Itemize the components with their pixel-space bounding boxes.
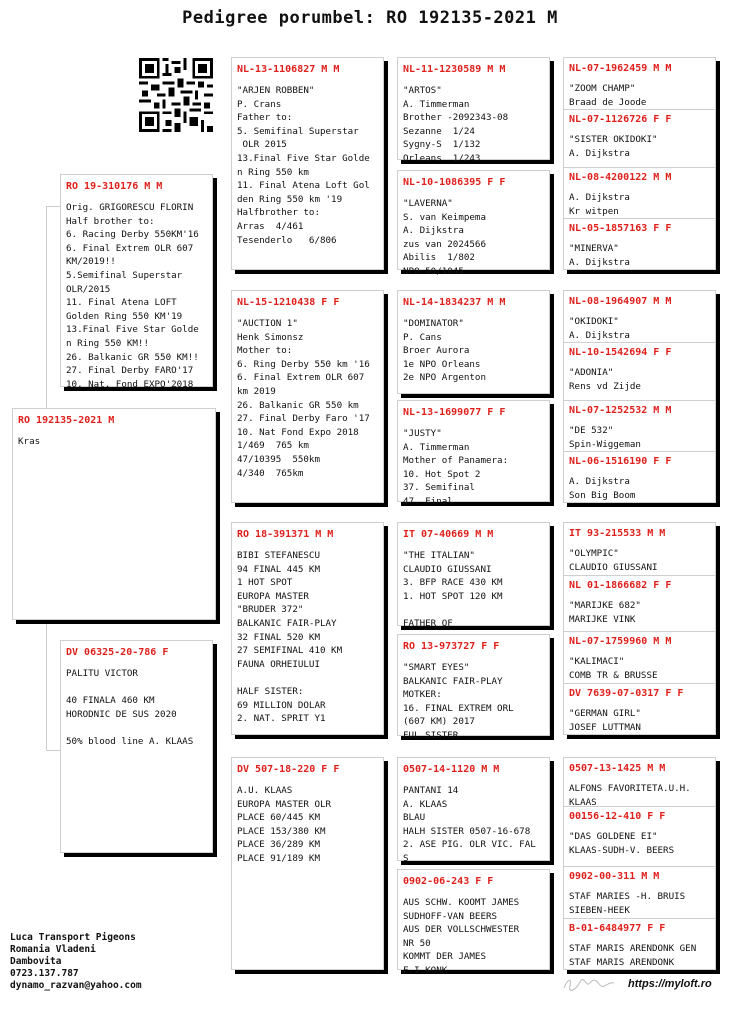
gen4-ring: 00156-12-410 F F [569,811,666,822]
gen3-details: "ARTOS" A. Timmerman Brother -2092343-08 Sezanne 1/24 Sygny-S 1/132 Orleans 1/243 [403,85,509,164]
gen4-pair-card [563,757,716,970]
connector-line [46,206,60,207]
gen3-details: "DOMINATOR" P. Cans Broer Aurora 1e NPO Orleans 2e NPO Argenton [403,318,486,384]
gen3-details: AUS SCHW. KOOMT JAMES SUDHOFF-VAN BEERS AUS DER VOLLSCHWESTER NR 50 KOMMT DER JAMES F.I.KONK [403,897,520,976]
grandsire-ring: NL-13-1106827 M M [237,64,340,75]
gen3-details: "JUSTY" A. Timmerman Mother of Panamera: 10. Hot Spot 2 37. Semifinal 47. Final [403,428,509,507]
gen3-ring: NL-11-1230589 M M [403,64,506,75]
gen4-details: "GERMAN GIRL" JOSEF LUTTMAN [569,708,641,733]
great-grandparent-card [397,57,550,164]
gen4-pair-card [563,290,716,503]
divider [564,631,715,632]
gen4-details: "OKIDOKI" A. Dijkstra [569,316,630,341]
great-grandparent-card [397,522,550,629]
gen3-details: "LAVERNA" S. van Keimpema A. Dijkstra zus van 2024566 Abilis 1/802 NPO 50/1045 [403,198,486,277]
gen3-ring: NL-13-1699077 F F [403,407,506,418]
dam-details: PALITU VICTOR 40 FINALA 460 KM HORODNIC DE SUS 2020 50% blood line A. KLAAS [66,668,194,747]
owner-contact-block [10,932,142,992]
gen4-details: "DAS GOLDENE EI" KLAAS-SUDH-V. BEERS [569,831,675,856]
gen4-details: "SISTER OKIDOKI" A. Dijkstra [569,134,658,159]
gen4-ring: 0902-00-311 M M [569,871,660,882]
subject-ring: RO 192135-2021 M [18,415,115,426]
great-grandparent-card [397,757,550,864]
granddam-ring: DV 507-18-220 F F [237,764,340,775]
divider [564,683,715,684]
subject-details: Kras [18,436,41,447]
granddam-details: "AUCTION 1" Henk Simonsz Mother to: 6. Ring Derby 550 km '16 6. Final Extrem OLR 607 km 2019 26. Balkanic GR 550 km 27. Final Derby Faro '17 10. Nat Fond Expo 2018 1/469 765 km 47/10395 550km 4/340 765km [237,318,370,479]
gen4-ring: NL-07-1252532 M M [569,405,672,416]
gen3-details: "SMART EYES" BALKANIC FAIR-PLAY MOTKER: 16. FINAL EXTREM ORL (607 KM) 2017 FUL SISTER [403,662,514,741]
gen4-details: "ZOOM CHAMP" Braad de Joode [569,83,647,108]
gen4-pair-card [563,522,716,735]
owner-location: Romania Vladeni [10,944,96,955]
gen4-ring: NL-07-1759960 M M [569,636,672,647]
gen4-ring: NL-08-1964907 M M [569,296,672,307]
gen4-details: "MARIJKE 682" MARIJKE VINK [569,600,641,625]
gen4-ring: DV 7639-07-0317 F F [569,688,684,699]
divider [564,575,715,576]
dam-ring: DV 06325-20-786 F [66,647,169,658]
gen4-ring: NL-10-1542694 F F [569,347,672,358]
gen4-ring: B-01-6484977 F F [569,923,666,934]
gen3-details: "THE ITALIAN" CLAUDIO GIUSSANI 3. BFP RACE 430 KM 1. HOT SPOT 120 KM FATHER OF [403,550,503,629]
gen3-ring: 0507-14-1120 M M [403,764,500,775]
gen3-ring: RO 13-973727 F F [403,641,500,652]
great-grandparent-card [397,634,550,741]
gen4-details: "ADONIA" Rens vd Zijde [569,367,641,392]
divider [564,218,715,219]
gen4-ring: IT 93-215533 M M [569,528,666,539]
grandparent-card [231,57,384,270]
gen4-pair-card [563,57,716,270]
gen3-details: PANTANI 14 A. KLAAS BLAU HALH SISTER 0507-16-678 2. ASE PIG. OLR VIC. FAL S [403,785,536,864]
great-grandparent-card [397,869,550,976]
sire-ring: RO 19-310176 M M [66,181,163,192]
gen4-details: "MINERVA" A. Dijkstra [569,243,630,268]
sire-details: Orig. GRIGORESCU FLORIN Half brother to: 6. Racing Derby 550KM'16 6. Final Extrem OLR 607 KM/2019!! 5.Semifinal Superstar OLR/2015 11. Final Atena LOFT Golden Ring 550 KM'19 13.Final Five Star Golde n Ring 550 KM!! 26. Balkanic GR 550 KM!! 27. Final Derby FARO'17 10. Nat. Fond EXPO'2018 [66,202,199,390]
page-title: Pedigree porumbel: RO 192135-2021 M [182,8,558,28]
divider [564,400,715,401]
grandparent-card [231,757,384,970]
gen4-details: STAF MARIS ARENDONK GEN STAF MARIS ARENDONK [569,943,697,968]
gen4-ring: NL-06-1516190 F F [569,456,672,467]
granddam-details: A.U. KLAAS EUROPA MASTER OLR PLACE 60/445 KM PLACE 153/380 KM PLACE 36/289 KM PLACE 91/189 KM [237,785,332,864]
gen4-details: "OLYMPIC" CLAUDIO GIUSSANI [569,548,658,573]
divider [564,109,715,110]
divider [564,806,715,807]
gen4-details: "KALIMACI" COMB TR & BRUSSE [569,656,658,681]
grandsire-ring: RO 18-391371 M M [237,529,334,540]
grandsire-details: "ARJEN ROBBEN" P. Crans Father to: 5. Semifinal Superstar OLR 2015 13.Final Five Star Golde n Ring 550 km 11. Final Atena Loft Gol den Ring 550 km '19 Halfbrother to: Arras 4/461 Tesenderlo 6/806 [237,85,370,246]
website-link[interactable]: https://myloft.ro [628,978,712,990]
gen4-ring: NL-07-1126726 F F [569,114,672,125]
signature-logo [562,974,618,994]
gen4-details: STAF MARIES -H. BRUIS SIEBEN-HEEK [569,891,686,916]
subject-card [12,408,216,620]
dam-card [60,640,213,853]
grandparent-card [231,290,384,503]
grandparent-card [231,522,384,735]
gen4-ring: NL-07-1962459 M M [569,63,672,74]
gen4-details: A. Dijkstra Son Big Boom [569,476,636,501]
owner-name: Luca Transport Pigeons [10,932,136,943]
gen4-ring: NL-05-1857163 F F [569,223,672,234]
connector-line [46,750,60,751]
qr-code [139,58,213,132]
divider [564,342,715,343]
gen3-ring: IT 07-40669 M M [403,529,494,540]
owner-email: dynamo_razvan@yahoo.com [10,980,142,991]
gen4-details: A. Dijkstra Kr witpen [569,192,630,217]
divider [564,451,715,452]
gen4-ring: NL 01-1866682 F F [569,580,672,591]
owner-phone: 0723.137.787 [10,968,79,979]
gen3-ring: NL-10-1086395 F F [403,177,506,188]
gen4-ring: NL-08-4200122 M M [569,172,672,183]
divider [564,918,715,919]
gen3-ring: NL-14-1834237 M M [403,297,506,308]
owner-region: Dambovita [10,956,62,967]
sire-card [60,174,213,390]
granddam-ring: NL-15-1210438 F F [237,297,340,308]
divider [564,866,715,867]
great-grandparent-card [397,290,550,394]
gen4-ring: 0507-13-1425 M M [569,763,666,774]
gen4-details: ALFONS FAVORITETA.U.H. KLAAS [569,783,691,808]
grandsire-details: BIBI STEFANESCU 94 FINAL 445 KM 1 HOT SPOT EUROPA MASTER "BRUDER 372" BALKANIC FAIR-PLAY 32 FINAL 520 KM 27 SEMIFINAL 410 KM FAUNA ORHEIULUI HALF SISTER: 69 MILLION DOLAR 2. NAT. SPRIT Y1 [237,550,343,725]
great-grandparent-card [397,170,550,277]
great-grandparent-card [397,400,550,507]
gen4-details: "DE 532" Spin-Wiggeman [569,425,641,450]
gen3-ring: 0902-06-243 F F [403,876,494,887]
divider [564,167,715,168]
